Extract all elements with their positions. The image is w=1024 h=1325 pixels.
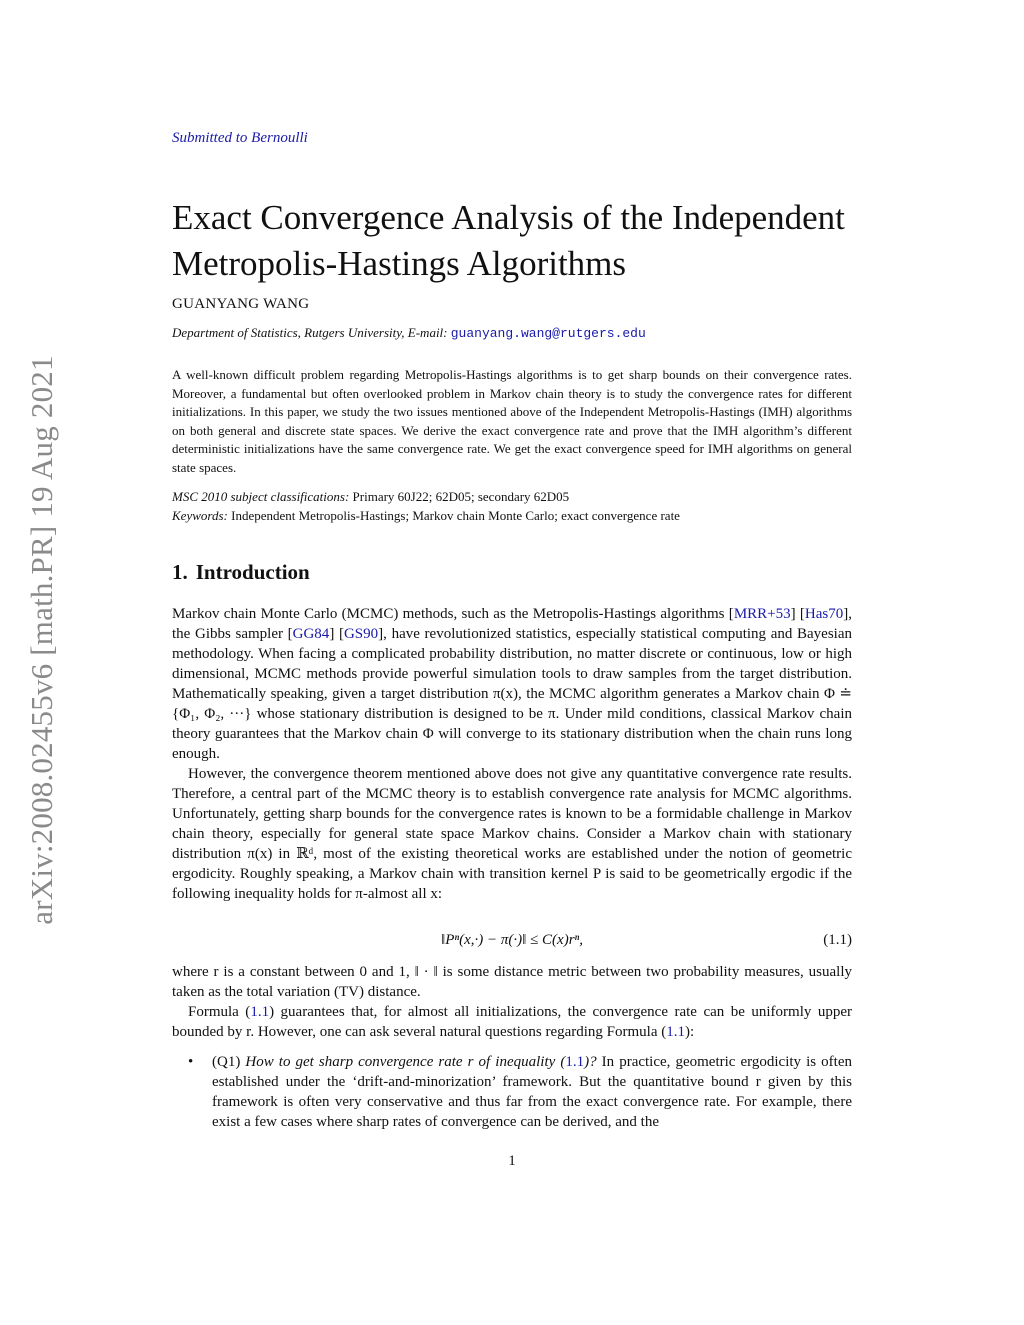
paper-title: Exact Convergence Analysis of the Independent Metropolis-Hastings Algorithms [172, 198, 845, 283]
author-name: GUANYANG WANG [172, 296, 310, 312]
keywords-line [172, 506, 852, 525]
metadata-block [172, 487, 852, 525]
msc-label: MSC 2010 subject classifications: [172, 489, 350, 504]
msc-value: Primary 60J22; 62D05; secondary 62D05 [352, 489, 570, 504]
intro-paragraph-2: However, the convergence theorem mentioned above does not give any quantitative convergence rate results. Therefore, a central part of the MCMC theory is to establish convergence rate analysis for MCMC algorithms. Unfortunately, getting sharp bounds for the convergence rates is known to be a formidable challenge in Markov chain theory, especially for general state space Markov chains. Consider a Markov chain with stationary distribution π(x) in ℝᵈ, most of the existing theoretical works are established under the notion of geometric ergodicity. Roughly speaking, a Markov chain with transition kernel P is said to be geometrically ergodic if the following inequality holds for π-almost all x: [172, 766, 852, 902]
equation-number: (1.1) [823, 932, 852, 948]
section-title: Introduction [195, 560, 310, 584]
email-link[interactable]: guanyang.wang@rutgers.edu [450, 326, 646, 341]
keywords-value: Independent Metropolis-Hastings; Markov chain Monte Carlo; exact convergence rate [231, 508, 680, 523]
equation-body: ‖Pⁿ(x,·) − π(·)‖ ≤ C(x)rⁿ, [440, 932, 584, 948]
p4-text-c: ): [685, 1024, 695, 1040]
section-heading [172, 560, 310, 585]
citation-gg84[interactable]: GG84 [292, 626, 330, 642]
equation-1-1 [172, 932, 852, 956]
p1-text-c: ], the Gibbs sampler [ [172, 606, 852, 642]
equation-ref-3[interactable]: 1.1 [565, 1054, 585, 1070]
submitted-note[interactable]: Submitted to Bernoulli [172, 130, 308, 146]
bullet-text [212, 1052, 852, 1132]
intro-paragraph-4 [172, 1002, 852, 1042]
p4-text-a: Formula ( [188, 1004, 251, 1020]
bullet-dot: • [188, 1054, 194, 1070]
section-number: 1. [172, 560, 188, 584]
affiliation [172, 325, 646, 341]
bullet-rest: In practice, geometric ergodicity is often established under the ‘drift-and-minorization’ framework. But the quantitative bound r given by this framework is often very conservative and thus far from the exact convergence rate. For example, there exist a few cases where sharp rates of convergence can be derived, and the [212, 1054, 852, 1130]
p4-text-b: ) guarantees that, for almost all initializations, the convergence rate can be uniformly upper bounded by r. However, one can ask several natural questions regarding Formula ( [172, 1004, 852, 1040]
msc-line [172, 487, 852, 506]
bullet-question-end: )? [584, 1054, 597, 1070]
p1-text-e: ], have revolutionized statistics, especially statistical computing and Bayesian methodology. When facing a complicated probability distribution, no matter discrete or continuous, low or high dimensional, MCMC methods provide powerful simulation tools to draw samples from the target distribution. Mathematically speaking, given a target distribution π(x), the MCMC algorithm generates a Markov chain Φ ≐ {Φ₁, Φ₂, ···} whose stationary distribution is designed to be π. Under mild conditions, classical Markov chain theory guarantees that the Markov chain Φ will converge to its stationary distribution when the chain runs long enough. [172, 626, 852, 762]
citation-has70[interactable]: Has70 [804, 606, 844, 622]
question-bullet-q1 [188, 1052, 852, 1132]
p1-text-a: Markov chain Monte Carlo (MCMC) methods, such as the Metropolis-Hastings algorithms [ [172, 606, 734, 622]
equation-ref-2[interactable]: 1.1 [666, 1024, 686, 1040]
page-number: 1 [508, 1153, 516, 1169]
equation-ref-1[interactable]: 1.1 [250, 1004, 270, 1020]
intro-paragraph-1 [172, 604, 852, 764]
bullet-label: (Q1) [212, 1054, 246, 1070]
p1-text-d: ] [ [329, 626, 344, 642]
intro-paragraph-3: where r is a constant between 0 and 1, ‖ · ‖ is some distance metric between two probability measures, usually taken as the total variation (TV) distance. [172, 964, 852, 1000]
affiliation-text: Department of Statistics, Rutgers University, E-mail: [172, 325, 448, 340]
bullet-question: How to get sharp convergence rate r of inequality ( [245, 1054, 566, 1070]
p1-text-b: ] [ [790, 606, 805, 622]
citation-mrr53[interactable]: MRR+53 [733, 606, 791, 622]
keywords-label: Keywords: [172, 508, 228, 523]
citation-gs90[interactable]: GS90 [343, 626, 379, 642]
abstract: A well-known difficult problem regarding Metropolis-Hastings algorithms is to get sharp bounds on their convergence rates. Moreover, a fundamental but often overlooked problem in Markov chain theory is to study the convergence rates for different initializations. In this paper, we study the two issues mentioned above of the Independent Metropolis-Hastings (IMH) algorithms on both general and discrete state spaces. We derive the exact convergence rate and prove that the IMH algorithm’s different deterministic initializations have the same convergence rate. We get the exact convergence speed for IMH algorithms on general state spaces. [172, 367, 852, 475]
arxiv-stamp: arXiv:2008.02455v6 [math.PR] 19 Aug 2021 [24, 355, 59, 925]
